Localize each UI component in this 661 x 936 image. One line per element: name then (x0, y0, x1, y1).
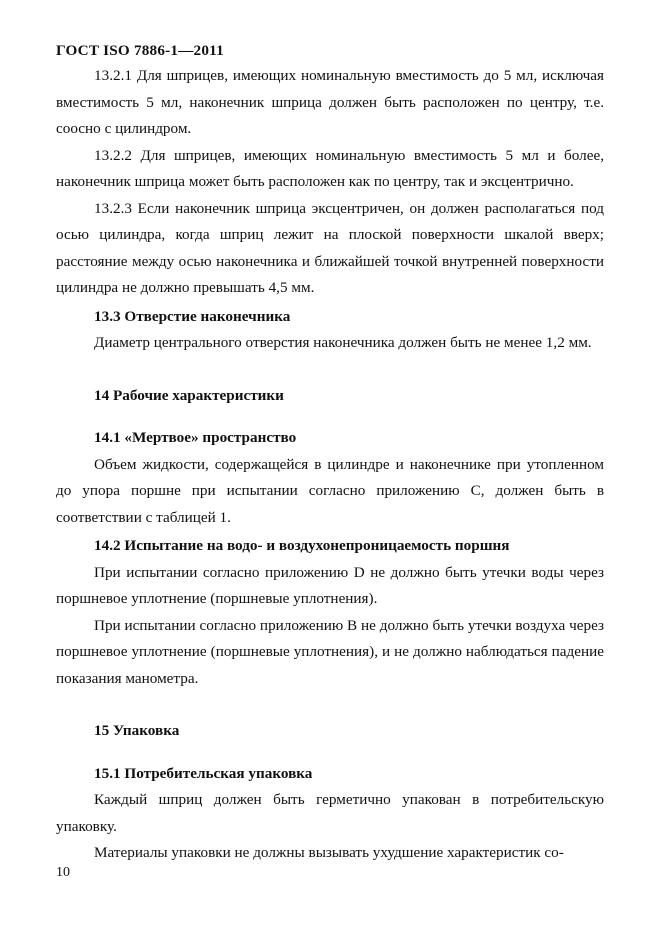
page-number: 10 (56, 865, 70, 880)
heading-14: 14 Рабочие характеристики (94, 386, 284, 404)
paragraph-13-3: Диаметр центрального отверстия наконечника должен быть не менее 1,2 мм. (94, 334, 592, 351)
paragraph-14-2-b: При испытании согласно приложению В не должно быть утечки воздуха через поршневое уплотнение (поршневые уплотнения), и не должно наблюдаться падение показания манометра. (56, 616, 604, 687)
paragraph-13-2-1: 13.2.1 Для шприцев, имеющих номинальную вместимость до 5 мл, исключая вместимость 5 мл, наконечник шприца должен быть расположен по центру, т.е. соосно с цилиндром. (56, 67, 604, 137)
paragraph-15-1-b: Материалы упаковки не должны вызывать ухудшение характеристик со- (94, 844, 564, 861)
paragraph-13-2-3: 13.2.3 Если наконечник шприца эксцентричен, он должен располагаться под осью цилиндра, когда шприц лежит на плоской поверхности шкалой вверх; расстояние между осью наконечника и ближайшей точкой внутренней поверхности цилиндра не должно превышать 4,5 мм. (56, 199, 604, 296)
heading-13-3: 13.3 Отверстие наконечника (94, 307, 291, 325)
paragraph-14-1: Объем жидкости, содержащейся в цилиндре и наконечнике при утопленном до упора поршне при испытании согласно приложению С, должен быть в соответствии с таблицей 1. (56, 455, 604, 526)
paragraph-14-2-a: При испытании согласно приложению D не должно быть утечки воды через поршневое уплотнение (поршневые уплотнения). (56, 563, 604, 607)
heading-15: 15 Упаковка (94, 722, 180, 739)
heading-14-1: 14.1 «Мертвое» пространство (94, 429, 297, 446)
paragraph-13-2-2: 13.2.2 Для шприцев, имеющих номинальную вместимость 5 мл и более, наконечник шприца может быть расположен как по центру, так и эксцентрично. (56, 146, 604, 190)
paragraph-15-1-a: Каждый шприц должен быть герметично упакован в потребительскую упаковку. (56, 791, 604, 835)
heading-14-2: 14.2 Испытание на водо- и воздухонепроницаемость поршня (94, 537, 510, 554)
heading-15-1: 15.1 Потребительская упаковка (94, 764, 313, 782)
document-header: ГОСТ ISO 7886-1—2011 (56, 42, 224, 59)
document-body (56, 63, 604, 867)
